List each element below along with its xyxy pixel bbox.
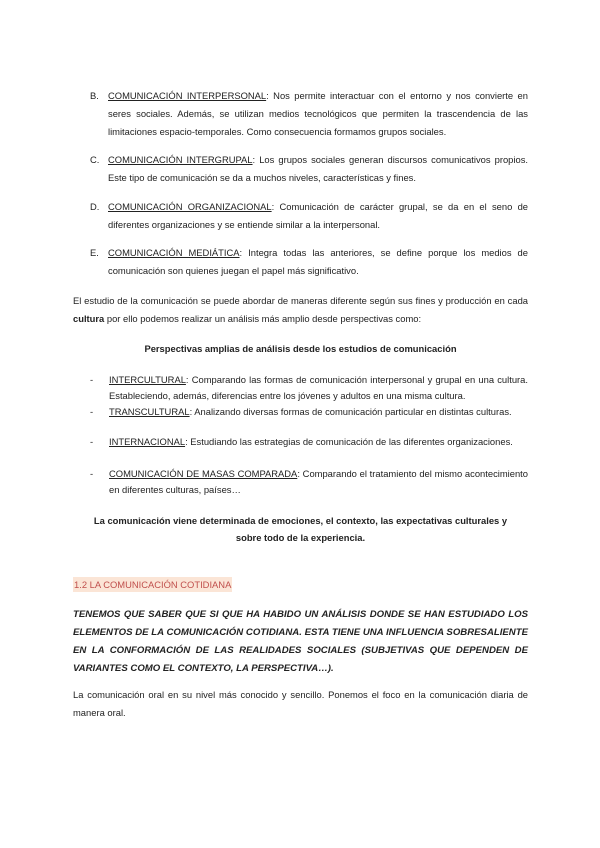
term-organizacional: COMUNICACIÓN ORGANIZACIONAL [108,201,272,212]
dash-marker: - [90,406,94,417]
term-mediatica: COMUNICACIÓN MEDIÁTICA [108,247,240,258]
term-interpersonal: COMUNICACIÓN INTERPERSONAL [108,90,267,101]
perspective-item-transcultural [90,404,528,420]
term-intergrupal: COMUNICACIÓN INTERGRUPAL [108,154,253,165]
dash-marker: - [90,374,94,385]
term-description: : Nos permite interactuar con el entorno y nos convierte en seres sociales. Además, se utilizan medios tecnológicos que permiten la trascendencia de las limitaciones espacio-temporales. Como consecuencia formamos grupos sociales. [108,90,528,137]
dash-marker: - [90,468,94,479]
intro-text-end: por ello podemos realizar un análisis más amplio desde perspectivas como: [104,313,422,324]
conclusion-line-2: sobre todo de la experiencia. [235,532,366,543]
term-internacional: INTERNACIONAL [109,436,186,447]
perspective-item-masas-comparada [90,466,528,498]
final-paragraph: La comunicación oral en su nivel más conocido y sencillo. Ponemos el foco en la comunicación diaria de manera oral. [73,689,528,718]
term-transcultural: TRANSCULTURAL [109,406,190,417]
term-intercultural: INTERCULTURAL [109,374,186,385]
list-item-c [90,151,528,187]
term-description: : Los grupos sociales generan discursos comunicativos propios. Este tipo de comunicación se da a muchos niveles, características y fines. [108,154,528,183]
intro-bold-word: cultura [73,313,105,324]
list-item-d [90,198,528,234]
term-description: : Comparando el tratamiento del mismo acontecimiento en diferentes culturas, países… [109,468,528,495]
conclusion-line-1: La comunicación viene determinada de emociones, el contexto, las expectativas culturales y [93,515,508,526]
intro-paragraph [73,292,528,328]
perspectives-title: Perspectivas amplias de análisis desde los estudios de comunicación [144,343,457,354]
dash-marker: - [90,436,94,447]
list-marker: D. [90,201,100,212]
perspective-item-internacional [90,434,528,450]
term-description: : Estudiando las estrategias de comunicación de las diferentes organizaciones. [185,436,513,447]
perspective-item-intercultural [90,372,528,404]
caps-paragraph: TENEMOS QUE SABER QUE SI QUE HA HABIDO UN ANÁLISIS DONDE SE HAN ESTUDIADO LOS ELEMENTOS DE LA COMUNICACIÓN COTIDIANA. ESTA TIENE UNA INFLUENCIA SOBRESALIENTE EN LA CONFORMACIÓN DE LAS REALIDADES SOCIALES (SUBJETIVAS QUE DEPENDEN DE VARIANTES COMO EL CONTEXTO, LA PERSPECTIVA…). [73,609,528,674]
term-description: : Comunicación de carácter grupal, se da en el seno de diferentes organizaciones y se entiende similar a la interpersonal. [108,201,528,230]
term-description: : Analizando diversas formas de comunicación particular en distintas culturas. [189,406,512,417]
term-description: : Integra todas las anteriores, se define porque los medios de comunicación son quienes juegan el papel más significativo. [108,247,528,276]
section-heading: 1.2 LA COMUNICACIÓN COTIDIANA [74,579,232,590]
term-description: : Comparando las formas de comunicación interpersonal y grupal en una cultura. Estableciendo, además, diferencias entre los jóvenes y adultos en una misma cultura. [109,374,528,401]
list-marker: C. [90,154,100,165]
list-item-b [90,87,528,141]
term-masas-comparada: COMUNICACIÓN DE MASAS COMPARADA [109,468,298,479]
intro-text: El estudio de la comunicación se puede abordar de maneras diferente según sus fines y producción en cada [73,295,528,306]
list-marker: E. [90,247,99,258]
list-marker: B. [90,90,99,101]
list-item-e [90,244,528,280]
